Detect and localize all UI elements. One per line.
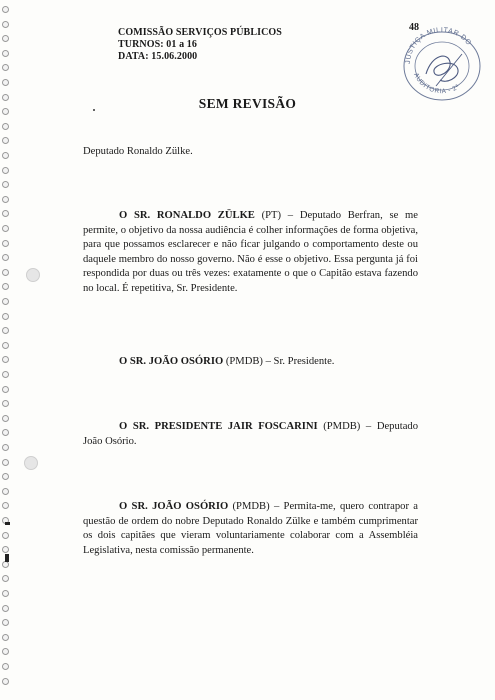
binder-hole (2, 283, 9, 290)
binder-hole (2, 167, 9, 174)
paragraph-text: – Deputado Berfran, se me permite, o objetivo da nossa audiência é colher informações de forma objetiva, para que possamos esclarecer e não ficar julgando o comportamento deste ou daquele membro do nosso governo. Não é esse o objetivo. Essa pergunta já foi respondida por duas ou três vezes: exatamente o que o Capitão estava fazendo no local. É repetitiva, Sr. Presidente. (83, 210, 418, 294)
binder-hole (2, 386, 9, 393)
speaker-party: (PT) (261, 210, 282, 221)
speaker-party: (PMDB) (232, 501, 270, 512)
binder-hole (2, 6, 9, 13)
binder-hole (2, 137, 9, 144)
binder-hole (2, 371, 9, 378)
margin-mark (5, 522, 10, 525)
binder-hole (2, 678, 9, 685)
header-committee: COMISSÃO SERVIÇOS PÚBLICOS (118, 27, 282, 38)
stamp-bottom-text: AUDITORIA - 2ª (412, 71, 462, 96)
paragraph-text: – Sr. Presidente. (262, 356, 335, 367)
speaker-name: O SR. JOÃO OSÓRIO (119, 501, 229, 512)
binder-hole (2, 634, 9, 641)
header-shifts: TURNOS: 01 a 16 (118, 39, 198, 50)
revision-status-title: SEM REVISÃO (198, 96, 297, 111)
signature-scribble (426, 56, 458, 81)
page-number: 48 (409, 22, 419, 33)
paragraph-text: – Deputado João Osório. (83, 421, 418, 447)
binder-hole (2, 356, 9, 363)
binder-hole (2, 400, 9, 407)
binder-hole (2, 444, 9, 451)
binder-hole (2, 342, 9, 349)
binder-hole (2, 415, 9, 422)
binder-hole (2, 473, 9, 480)
punch-hole (26, 268, 40, 282)
binder-hole (2, 459, 9, 466)
binder-hole (2, 269, 9, 276)
binder-hole (2, 50, 9, 57)
paragraph-osorio-request (83, 355, 418, 370)
binder-hole (2, 152, 9, 159)
speaker-name: O SR. PRESIDENTE JAIR FOSCARINI (119, 421, 318, 432)
binder-hole (2, 648, 9, 655)
binder-hole (2, 225, 9, 232)
binder-hole (2, 123, 9, 130)
stamp-top-text: JUSTIÇA MILITAR DO (404, 26, 473, 65)
paragraph-president-response (83, 420, 418, 449)
paragraph-zulke-statement (83, 209, 418, 297)
header-date: DATA: 15.06.2000 (118, 51, 198, 62)
binder-hole (2, 663, 9, 670)
speaker-party: (PMDB) (225, 356, 263, 367)
binder-hole (2, 532, 9, 539)
margin-mark (5, 554, 9, 562)
binder-hole (2, 619, 9, 626)
binder-hole (2, 488, 9, 495)
binder-hole (2, 210, 9, 217)
binder-hole (2, 240, 9, 247)
binder-hole (2, 254, 9, 261)
binder-hole (2, 79, 9, 86)
paragraph-text: – Permita-me, quero contrapor a questão de ordem do nobre Deputado Ronaldo Zülke e também cumprimentar os dois capitães que vieram voluntariamente colaborar com a Assembléia Legislativa, nesta comissão permanente. (83, 501, 418, 556)
speaker-name: O SR. RONALDO ZÜLKE (119, 210, 255, 221)
speaker-name: O SR. JOÃO OSÓRIO (119, 356, 224, 367)
binder-hole (2, 313, 9, 320)
svg-text:JUSTIÇA MILITAR DO (405, 27, 472, 64)
speaker-party: (PMDB) (323, 421, 361, 432)
punch-hole (24, 456, 38, 470)
binder-hole (2, 35, 9, 42)
binder-hole (2, 181, 9, 188)
binder-hole (2, 64, 9, 71)
binder-hole (2, 429, 9, 436)
binder-hole (2, 590, 9, 597)
binder-hole (2, 298, 9, 305)
military-court-stamp (396, 24, 488, 104)
binder-hole (2, 327, 9, 334)
document-header (118, 27, 282, 63)
binder-hole (2, 196, 9, 203)
paragraph-text: Deputado Ronaldo Zülke. (83, 146, 193, 157)
binder-hole (2, 502, 9, 509)
paragraph-osorio-statement (83, 500, 418, 558)
binder-hole (2, 605, 9, 612)
binder-hole (2, 546, 9, 553)
binder-hole (2, 575, 9, 582)
binder-hole (2, 21, 9, 28)
paragraph-addressee (83, 145, 418, 160)
